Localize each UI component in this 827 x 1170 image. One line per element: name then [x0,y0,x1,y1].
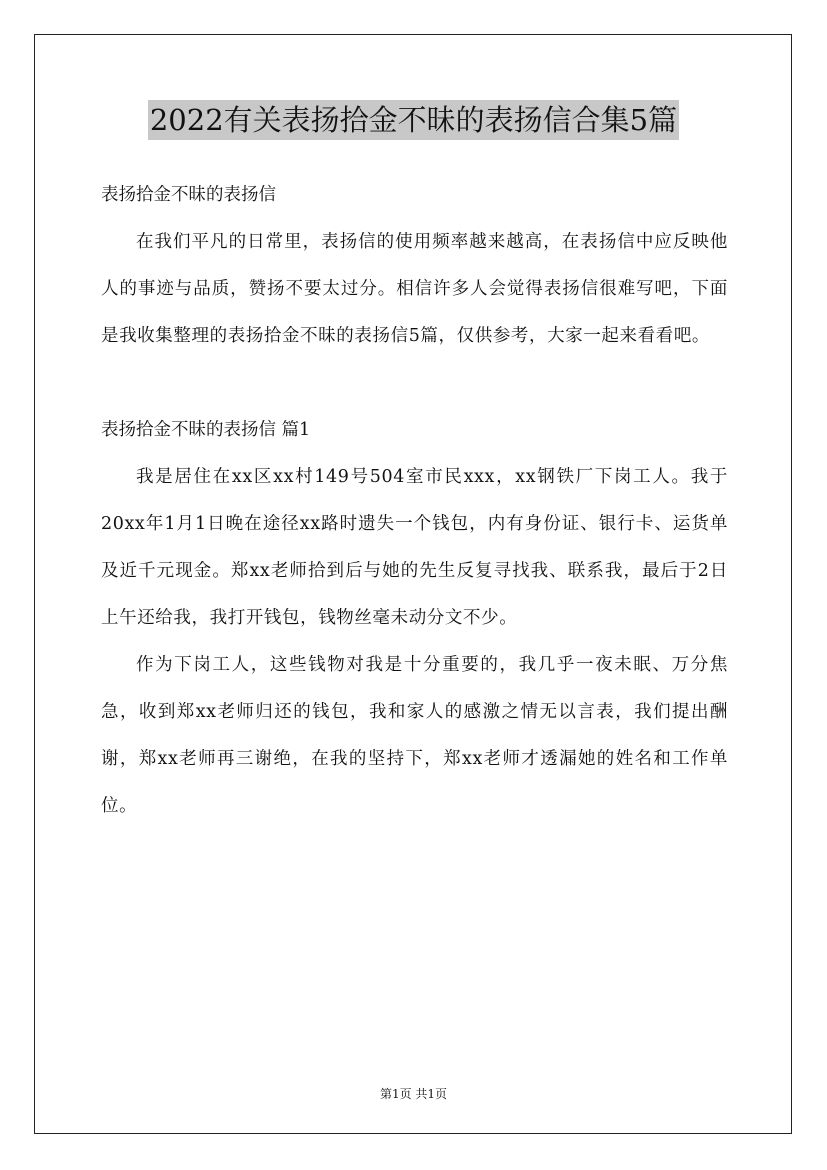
section1-paragraph-2: 作为下岗工人，这些钱物对我是十分重要的，我几乎一夜未眠、万分焦急，收到郑xx老师归还的钱包，我和家人的感激之情无以言表，我们提出酬谢，郑xx老师再三谢绝，在我的坚持下，郑xx老师才透漏她的姓名和工作单位。 [101,655,728,816]
document-body [101,172,728,830]
intro-heading: 表扬拾金不昧的表扬信 [101,185,276,205]
page-footer: 第1页 共1页 [379,1087,448,1101]
section1-paragraph-1: 我是居住在xx区xx村149号504室市民xxx，xx钢铁厂下岗工人。我于20xx年1月1日晚在途径xx路时遗失一个钱包，内有身份证、银行卡、运货单及近千元现金。郑xx老师拾到后与她的先生反复寻找我、联系我，最后于2日上午还给我，我打开钱包，钱物丝毫未动分文不少。 [101,467,728,628]
intro-paragraph: 在我们平凡的日常里，表扬信的使用频率越来越高，在表扬信中应反映他人的事迹与品质，赞扬不要太过分。相信许多人会觉得表扬信很难写吧，下面是我收集整理的表扬拾金不昧的表扬信5篇，仅供参考，大家一起来看看吧。 [101,232,728,346]
section1-heading: 表扬拾金不昧的表扬信 篇1 [101,420,311,440]
spacer [101,360,728,407]
document-title: 2022有关表扬拾金不昧的表扬信合集5篇 [148,100,679,140]
title-container [0,100,827,140]
